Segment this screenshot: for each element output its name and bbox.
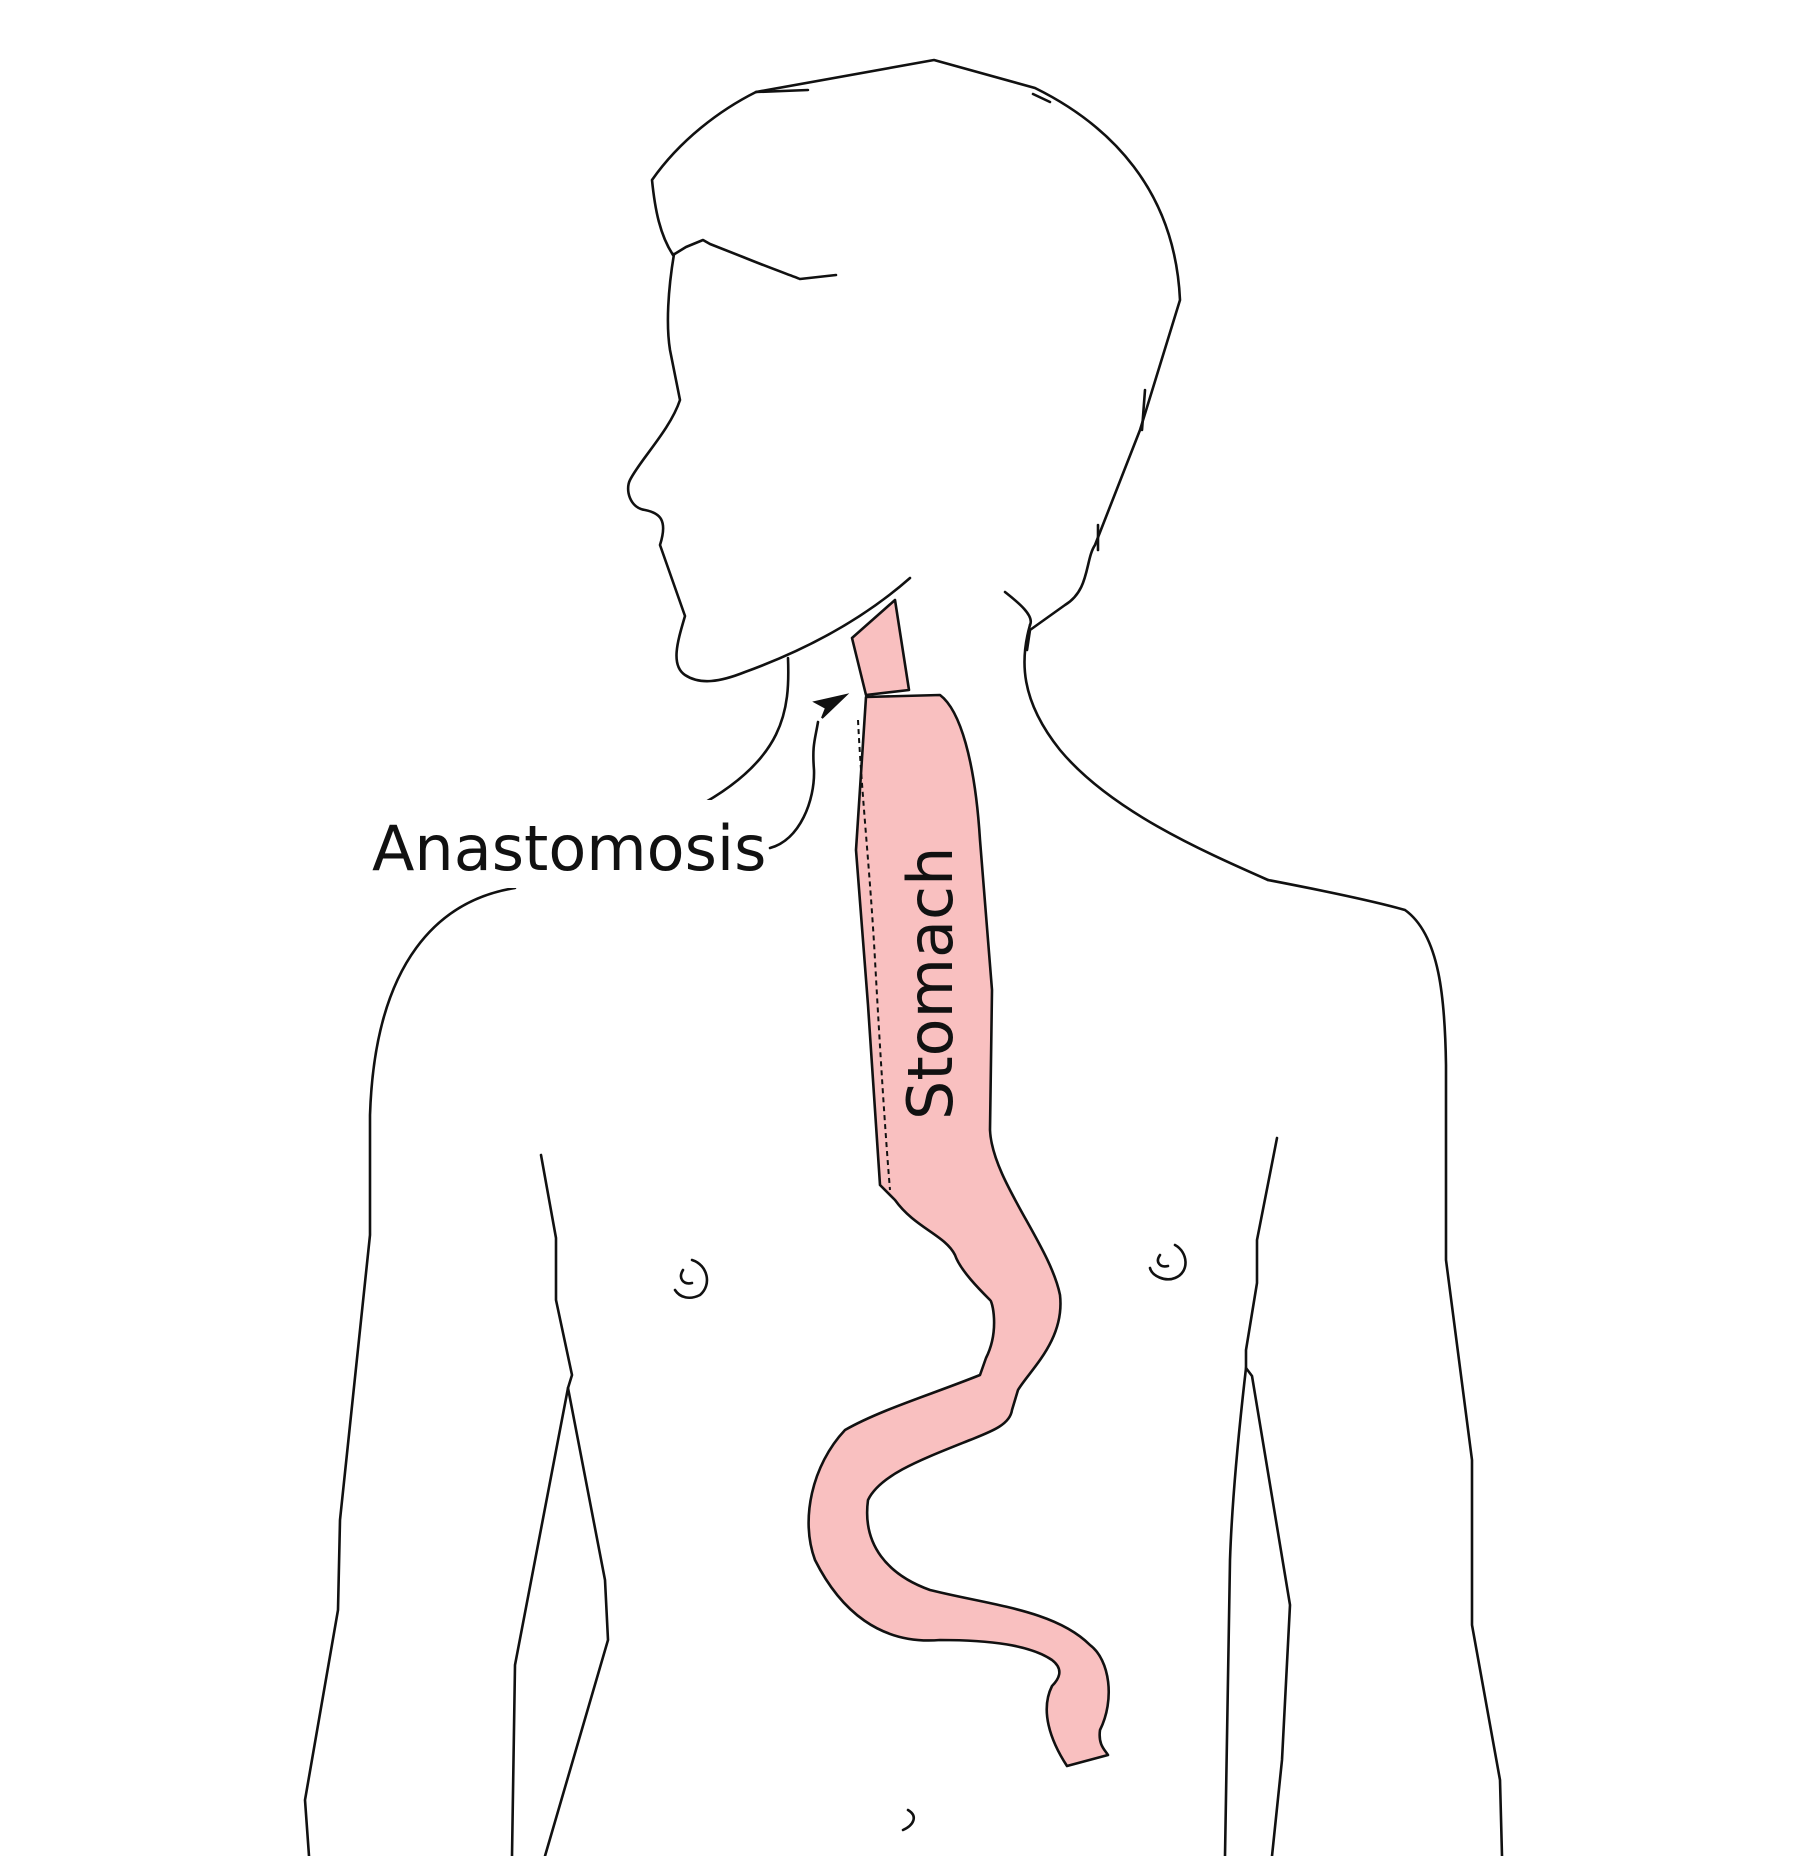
arrowhead-icon — [815, 695, 846, 718]
nipple-left-icon — [675, 1260, 707, 1298]
stomach-label: Stomach — [894, 846, 967, 1120]
neck-outline — [695, 592, 1268, 880]
nipple-right-icon — [1150, 1245, 1186, 1279]
anastomosis-label: Anastomosis — [372, 812, 767, 885]
head-outline — [628, 60, 1180, 681]
